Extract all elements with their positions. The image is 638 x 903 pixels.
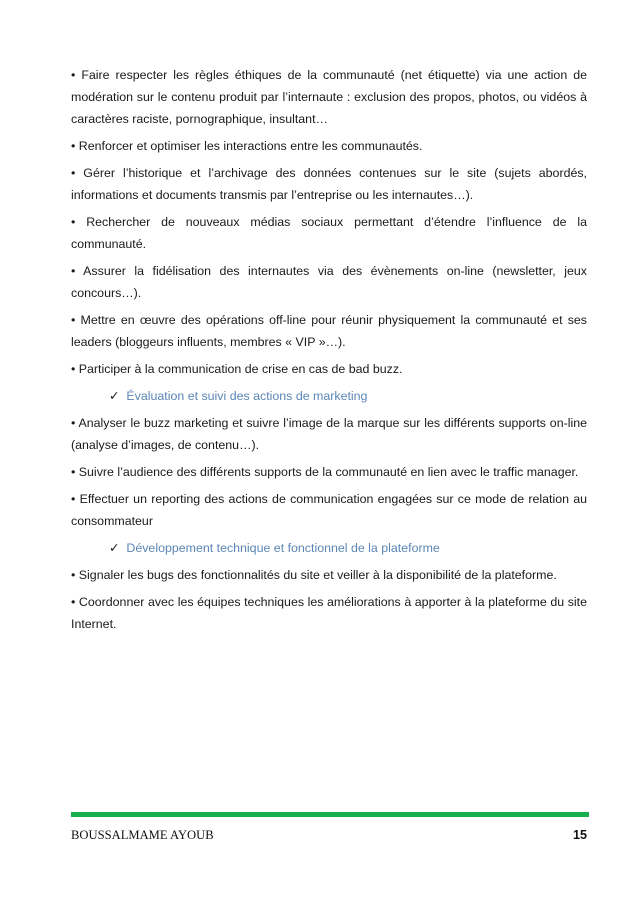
- bullet-paragraph: • Assurer la fidélisation des internautes via des évènements on-line (newsletter, jeux concours…).: [71, 264, 587, 300]
- page-body: [71, 64, 587, 640]
- bullet-paragraph: • Suivre l’audience des différents supports de la communauté en lien avec le traffic manager.: [71, 465, 579, 479]
- section-heading-text: Développement technique et fonctionnel de la plateforme: [126, 541, 440, 555]
- footer-author: BOUSSALMAME AYOUB: [71, 828, 214, 842]
- section-heading-text: Évaluation et suivi des actions de marketing: [126, 389, 368, 403]
- bullet-paragraph: • Mettre en œuvre des opérations off-line pour réunir physiquement la communauté et ses leaders (bloggeurs influents, membres « VIP »…).: [71, 313, 587, 349]
- section-heading-evaluation: [71, 385, 587, 407]
- bullet-paragraph: • Faire respecter les règles éthiques de la communauté (net étiquette) via une action de modération sur le contenu produit par l’internaute : exclusion des propos, photos, ou vidéos à caractères raciste, pornographique, insultant…: [71, 68, 587, 126]
- bullet-paragraph: • Effectuer un reporting des actions de communication engagées sur ce mode de relation au consommateur: [71, 492, 587, 528]
- bullet-paragraph: • Rechercher de nouveaux médias sociaux permettant d’étendre l’influence de la communauté.: [71, 215, 587, 251]
- bullet-paragraph: • Gérer l’historique et l’archivage des données contenues sur le site (sujets abordés, informations et documents transmis par l’entreprise ou les internautes…).: [71, 166, 587, 202]
- bullet-paragraph: • Renforcer et optimiser les interactions entre les communautés.: [71, 139, 423, 153]
- footer-divider: [71, 812, 589, 817]
- bullet-paragraph: • Analyser le buzz marketing et suivre l’image de la marque sur les différents supports on-line (analyse d’images, de contenu…).: [71, 416, 587, 452]
- section-heading-developpement: [71, 537, 587, 559]
- bullet-paragraph: • Coordonner avec les équipes techniques les améliorations à apporter à la plateforme du site Internet.: [71, 595, 587, 631]
- checkmark-icon: ✓: [109, 389, 120, 403]
- page-number: 15: [572, 828, 587, 842]
- bullet-paragraph: • Signaler les bugs des fonctionnalités du site et veiller à la disponibilité de la plateforme.: [71, 568, 557, 582]
- bullet-paragraph: • Participer à la communication de crise en cas de bad buzz.: [71, 362, 403, 376]
- checkmark-icon: ✓: [109, 541, 120, 555]
